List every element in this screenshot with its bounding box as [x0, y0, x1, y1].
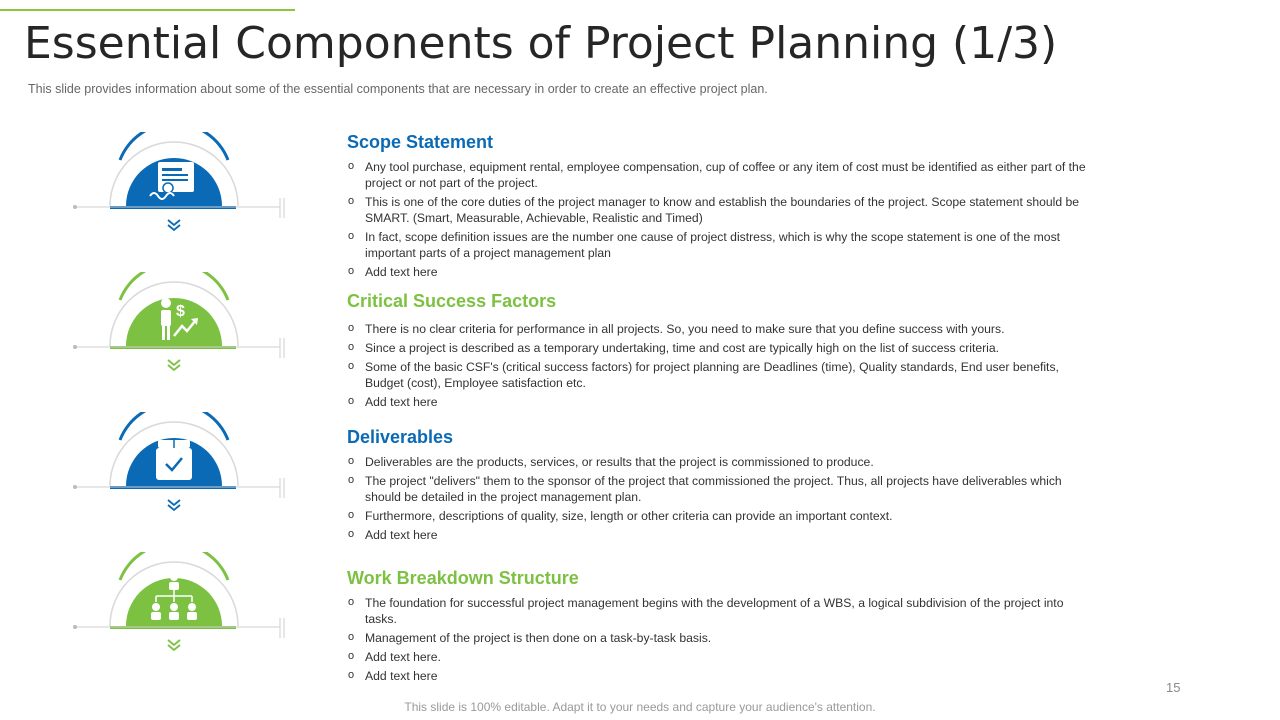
- chevron-down-icon: [168, 500, 180, 510]
- section-work-breakdown-structure: [347, 568, 1087, 687]
- list-item: o Add text here: [347, 527, 1087, 543]
- list-item: o Furthermore, descriptions of quality, size, length or other criteria can provide an important context.: [347, 508, 1087, 524]
- section-heading: Work Breakdown Structure: [347, 568, 579, 588]
- wbs-icon-block: [70, 552, 290, 662]
- list-item: o Any tool purchase, equipment rental, employee compensation, cup of coffee or any item of cost must be identified as either part of the project or not part of the project.: [347, 159, 1087, 191]
- bullet-list: [347, 321, 1087, 410]
- footer-text: This slide is 100% editable. Adapt it to your needs and capture your audience's attention.: [404, 700, 876, 714]
- list-item: o Since a project is described as a temporary undertaking, time and cost are typically high on the list of success criteria.: [347, 340, 1087, 356]
- list-item: o Deliverables are the products, services, or results that the project is commissioned to produce.: [347, 454, 1087, 470]
- chevron-down-icon: [168, 220, 180, 230]
- bullet-list: [347, 454, 1087, 543]
- checked-box-icon: [156, 440, 192, 480]
- org-hierarchy-icon: [151, 573, 197, 620]
- section-deliverables: [347, 427, 1087, 546]
- list-item: o Management of the project is then done on a task-by-task basis.: [347, 630, 1087, 646]
- scope-statement-icon-block: [70, 132, 290, 242]
- section-heading: Critical Success Factors: [347, 291, 557, 311]
- slide-title: Essential Components of Project Planning (1/3): [24, 18, 1058, 69]
- page-number: 15: [1166, 680, 1181, 695]
- footer-note: [0, 700, 1280, 714]
- bullet-list: [347, 159, 1087, 280]
- section-heading: Scope Statement: [347, 132, 494, 152]
- top-accent-line: [0, 9, 295, 11]
- list-item: o This is one of the core duties of the project manager to know and establish the boundaries of the project. Scope statement should be SMART. (Smart, Measurable, Achievable, Realistic and Timed): [347, 194, 1087, 226]
- svg-text:$: $: [176, 303, 185, 320]
- list-item: o Add text here: [347, 264, 1087, 280]
- chevron-down-icon: [168, 360, 180, 370]
- section-critical-success-factors: [347, 291, 1087, 413]
- list-item: o The project "delivers" them to the sponsor of the project that commissioned the project. Thus, all projects have deliverables which should be detailed in the project management plan.: [347, 473, 1087, 505]
- chevron-down-icon: [168, 640, 180, 650]
- section-scope-statement: [347, 132, 1087, 283]
- deliverables-icon-block: [70, 412, 290, 522]
- list-item: o The foundation for successful project management begins with the development of a WBS, a logical subdivision of the project into tasks.: [347, 595, 1087, 627]
- slide-subtitle: This slide provides information about some of the essential components that are necessary in order to create an effective project plan.: [28, 82, 768, 96]
- list-item: o There is no clear criteria for performance in all projects. So, you need to make sure that you define success with yours.: [347, 321, 1087, 337]
- section-heading: Deliverables: [347, 427, 454, 447]
- list-item: o In fact, scope definition issues are the number one cause of project distress, which is why the scope statement is one of the most important parts of a project management plan: [347, 229, 1087, 261]
- list-item: o Add text here: [347, 668, 1087, 684]
- critical-success-factors-icon-block: [70, 272, 290, 382]
- bullet-list: [347, 595, 1087, 684]
- list-item: o Some of the basic CSF's (critical success factors) for project planning are Deadlines (time), Quality standards, End user benefits, Budget (cost), Employee satisfaction etc.: [347, 359, 1087, 391]
- list-item: o Add text here: [347, 394, 1087, 410]
- list-item: o Add text here.: [347, 649, 1087, 665]
